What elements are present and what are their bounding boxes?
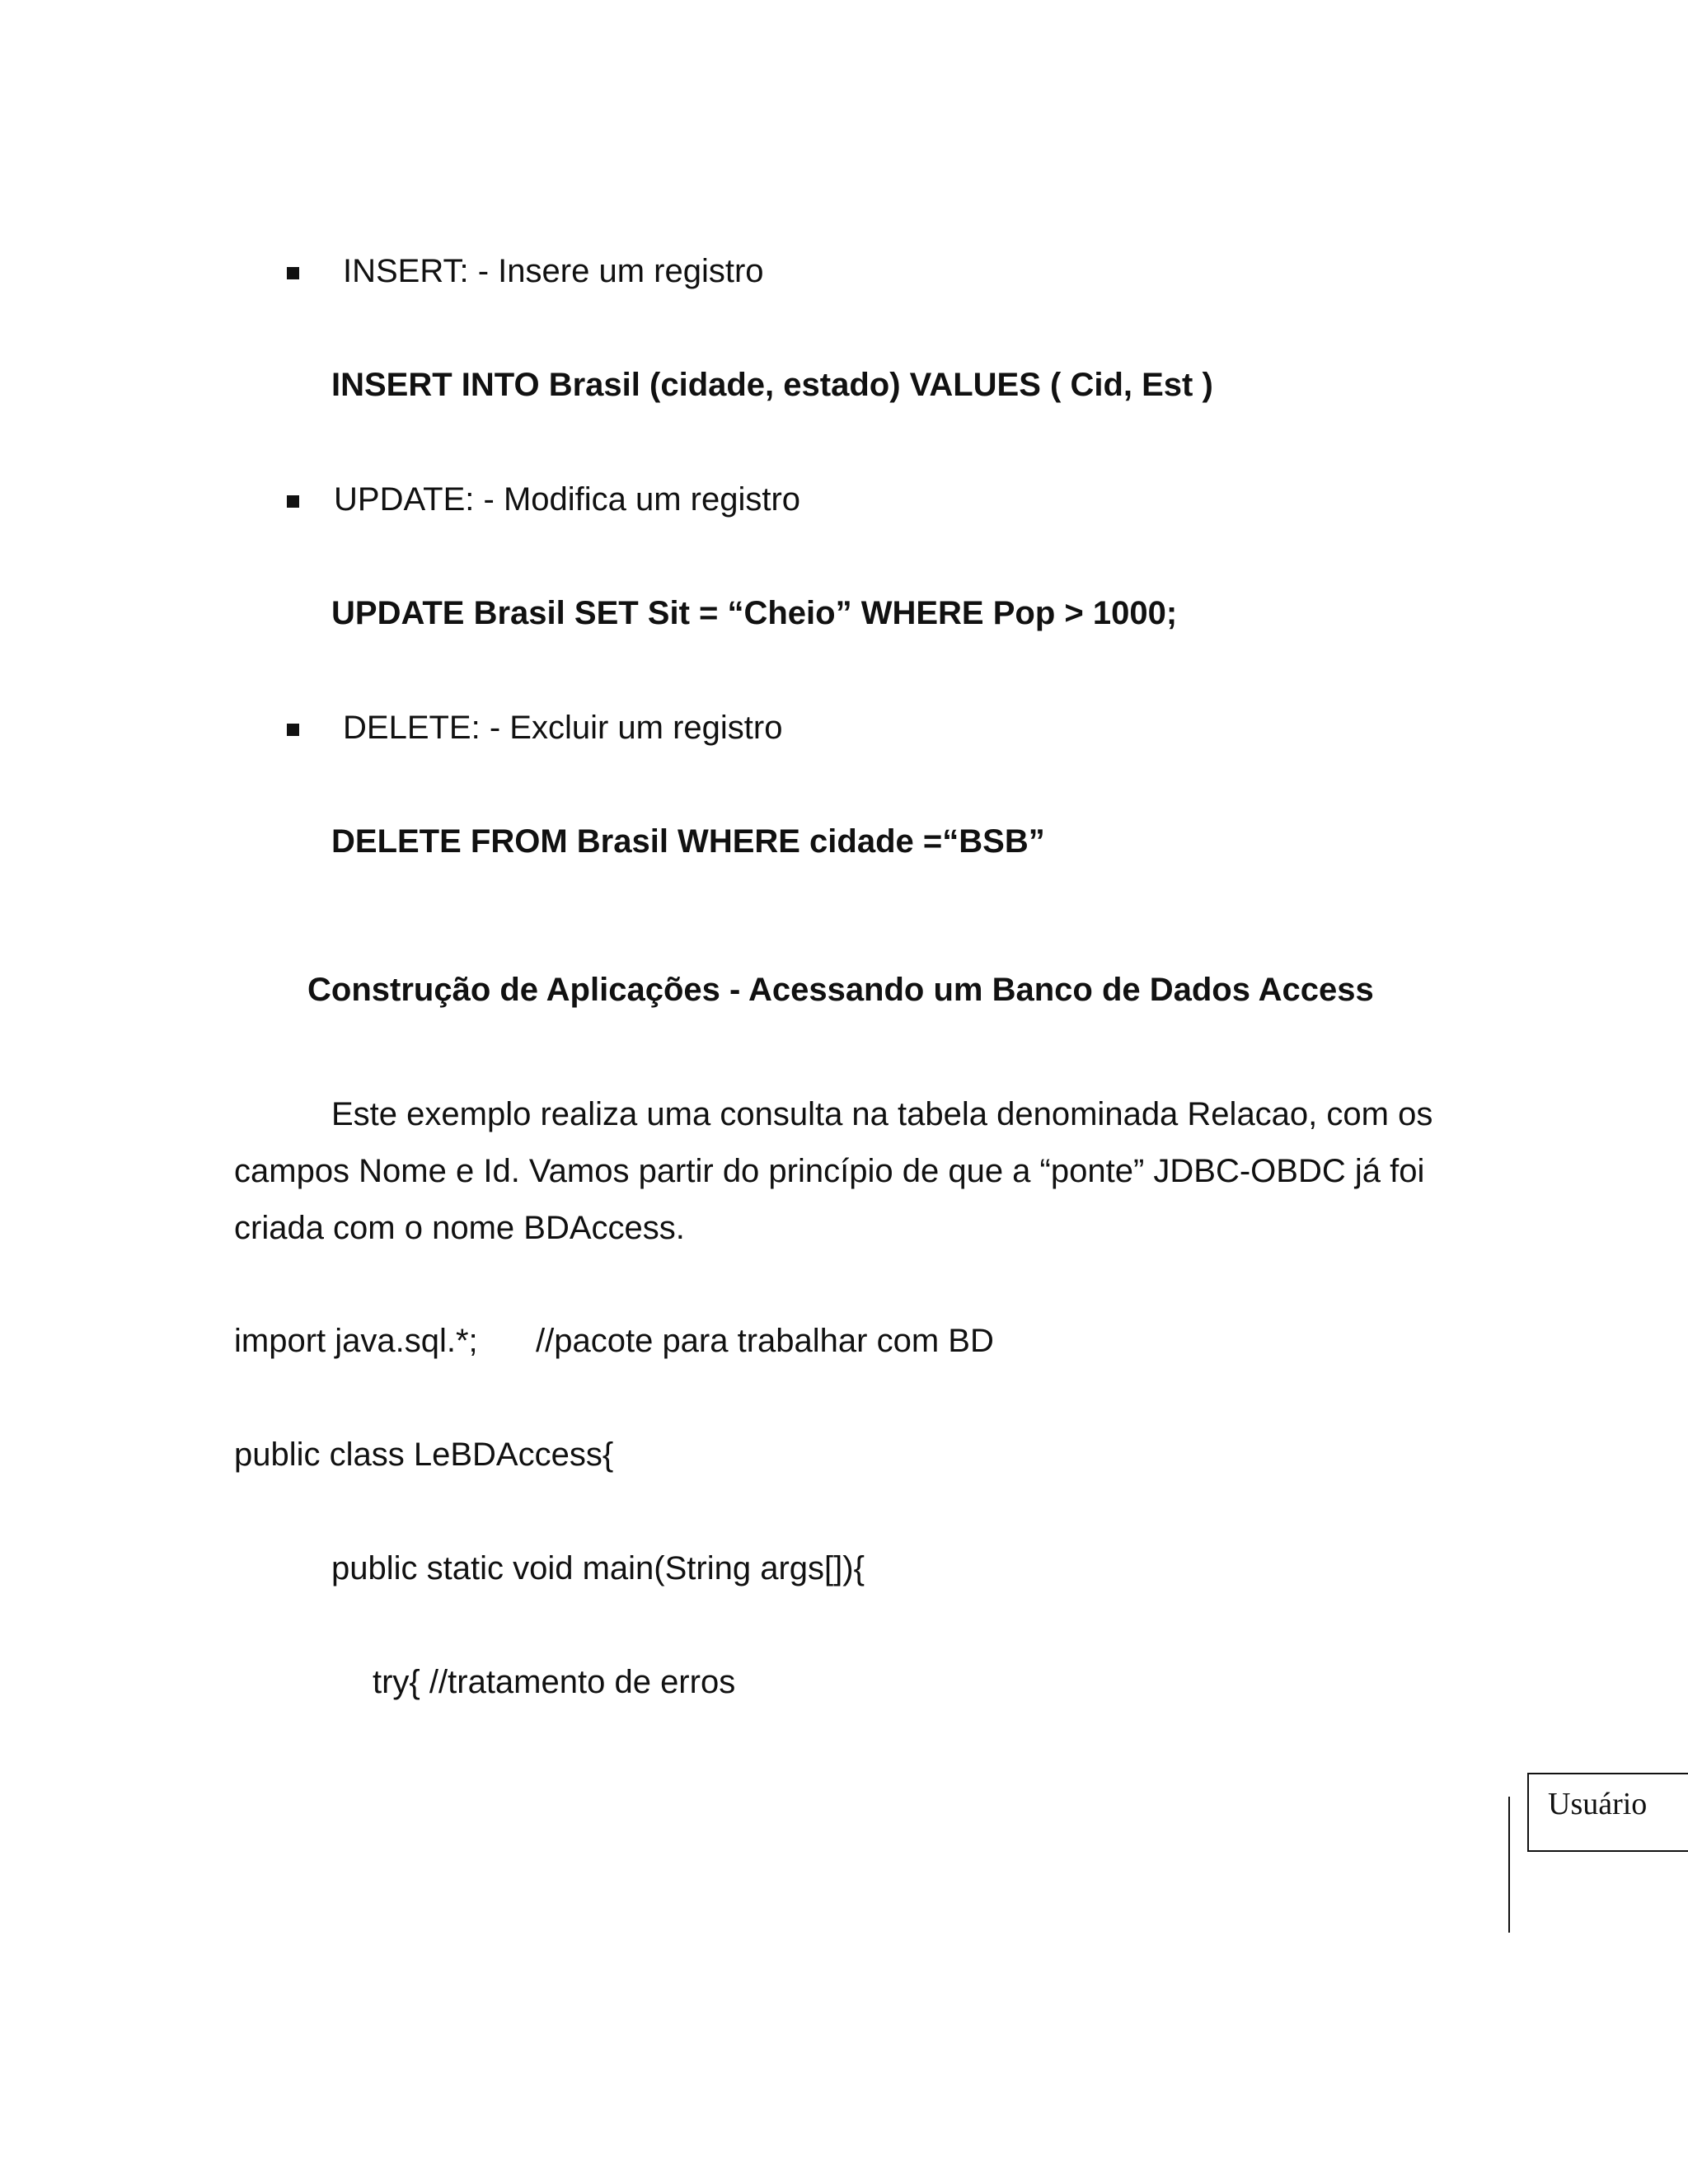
comment-author: Usuário bbox=[1548, 1787, 1648, 1821]
bullet-square-icon bbox=[287, 495, 299, 508]
bullet-square-icon bbox=[287, 267, 299, 279]
bullet-square-icon bbox=[287, 724, 299, 736]
code-import-comment: //pacote para trabalhar com BD bbox=[536, 1323, 994, 1359]
code-main-method: public static void main(String args[]){ bbox=[331, 1550, 865, 1586]
sql-example: UPDATE Brasil SET Sit = “Cheio” WHERE Pop > 1000; bbox=[331, 595, 1178, 631]
code-class-declaration: public class LeBDAccess{ bbox=[234, 1436, 614, 1473]
sql-command-label: INSERT: - Insere um registro bbox=[343, 253, 764, 289]
comment-connector-line bbox=[1508, 1797, 1510, 1933]
sql-example: INSERT INTO Brasil (cidade, estado) VALUES ( Cid, Est ) bbox=[331, 367, 1213, 403]
sql-example: DELETE FROM Brasil WHERE cidade =“BSB” bbox=[331, 823, 1045, 860]
code-import: import java.sql.*; bbox=[234, 1323, 478, 1359]
sql-command-label: DELETE: - Excluir um registro bbox=[343, 710, 783, 746]
section-heading: Construção de Aplicações - Acessando um Banco de Dados Access bbox=[307, 972, 1374, 1008]
code-try-block: try{ //tratamento de erros bbox=[373, 1664, 736, 1700]
sql-command-label: UPDATE: - Modifica um registro bbox=[334, 481, 801, 518]
body-paragraph: Este exemplo realiza uma consulta na tabela denominada Relacao, com os campos Nome e Id. Vamos partir do princípio de que a “ponte” JDBC-OBDC já foi criada com o nome BDAccess. bbox=[234, 1096, 1433, 1246]
